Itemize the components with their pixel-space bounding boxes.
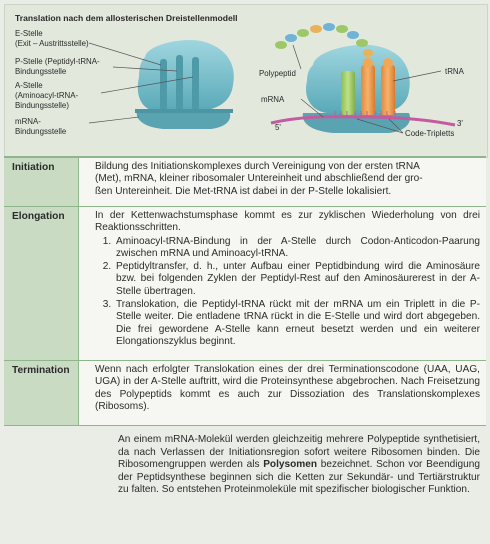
- right-ribosome: [303, 45, 410, 133]
- label-p-stelle-line2: Bindungsstelle: [15, 67, 67, 76]
- polysome-text-before: An einem mRNA-Molekül werden gleichzeitig mehrere Polypeptide synthetisiert, da nach Verlassen der Initiationsregion sofort weitere Ribosomen binden. Die Ribosomengruppen werden als: [118, 434, 480, 471]
- initiation-line-3: ßen Untereinheit. Die Met-tRNA ist dabei in der P-Stelle lokalisiert.: [95, 185, 392, 197]
- label-mrna: mRNA: [261, 95, 285, 104]
- translation-figure: [4, 4, 488, 158]
- row-head-initiation: Initiation: [4, 158, 79, 206]
- label-mrna-bindungsstelle: [15, 117, 66, 137]
- label-polypeptid: Polypeptid: [259, 69, 296, 78]
- row-body-initiation: [79, 158, 486, 206]
- label-three-prime: 3': [457, 119, 463, 128]
- elongation-step-3: 3. Translokation, die Peptidyl-tRNA rückt mit der mRNA um ein Triplett in die P-Stelle weiter. Die entladene tRNA rückt in die E-Stelle und wird dort abgegeben. Die frei gewordene A-Stelle kann erneut besetzt werden und ein weiterer Elongationszyklus beginnt.: [114, 299, 480, 348]
- elongation-step-2: 2. Peptidyltransfer, d. h., unter Aufbau einer Peptidbindung wird die Aminosäure bzw. bei folgenden Zyklen der Peptidyl-Rest auf den Aminosäurerest in der A-Stelle übertragen.: [114, 261, 480, 298]
- label-a-stelle-line1: A-Stelle: [15, 81, 43, 90]
- label-trna: tRNA: [445, 67, 464, 76]
- elongation-steps: [95, 236, 480, 349]
- row-initiation: [4, 158, 486, 207]
- row-head-elongation: Elongation: [4, 207, 79, 360]
- row-body-elongation: [79, 207, 486, 360]
- row-termination: [4, 361, 486, 426]
- figure-title: Translation nach dem allosterischen Dreistellenmodell: [15, 13, 238, 23]
- row-body-termination: Wenn nach erfolgter Translokation eines der drei Terminationscodone (UAA, UAG, UGA) in der A-Stelle auftritt, wird die Proteinsynthese abgebrochen. Nach Freisetzung des Polypeptids kommt es auch zur Dissoziation des Translationskomplexes (Ribosoms).: [79, 361, 486, 425]
- label-p-stelle: [15, 57, 100, 77]
- initiation-line-2: (Met), mRNA, kleiner ribosomaler Untereinheit und abschließend der gro-: [95, 173, 423, 185]
- polysome-text-after: bezeichnet. Schon vor Beendigung der Peptidsynthese beginnen sich die Ketten zur Sekundär- und Tertiärstruktur zu falten. So entstehen Proteinmoleküle mit spezifischer biologischer Funktion.: [118, 459, 480, 496]
- polysome-paragraph: [118, 434, 480, 497]
- row-elongation: [4, 207, 486, 361]
- label-five-prime: 5': [275, 123, 281, 132]
- initiation-line-1: Bildung des Initiationskomplexes durch Vereinigung von der ersten tRNA: [95, 161, 420, 172]
- label-a-stelle: [15, 81, 78, 111]
- elongation-intro: In der Kettenwachstumsphase kommt es zur zyklischen Wiederholung von drei Reaktionsschritten.: [95, 210, 480, 234]
- polysomen-term: Polysomen: [263, 459, 318, 471]
- label-mrna-bind-line1: mRNA-: [15, 117, 41, 126]
- row-head-termination: Termination: [4, 361, 79, 425]
- translation-phases-table: [4, 156, 486, 426]
- label-a-stelle-line3: Bindungsstelle): [15, 101, 69, 110]
- label-mrna-bind-line2: Bindungsstelle: [15, 127, 67, 136]
- label-e-stelle-line2: (Exit – Austrittsstelle): [15, 39, 89, 48]
- label-e-stelle: [15, 29, 89, 49]
- label-e-stelle-line1: E-Stelle: [15, 29, 43, 38]
- label-code-tripletts: Code-Tripletts: [405, 129, 455, 138]
- label-a-stelle-line2: (Aminoacyl-tRNA-: [15, 91, 79, 100]
- elongation-step-1: 1. Aminoacyl-tRNA-Bindung in der A-Stelle durch Codon-Anticodon-Paarung zwischen mRNA und Aminoacyl-tRNA.: [114, 236, 480, 261]
- label-p-stelle-line1: P-Stelle (Peptidyl-tRNA-: [15, 57, 100, 66]
